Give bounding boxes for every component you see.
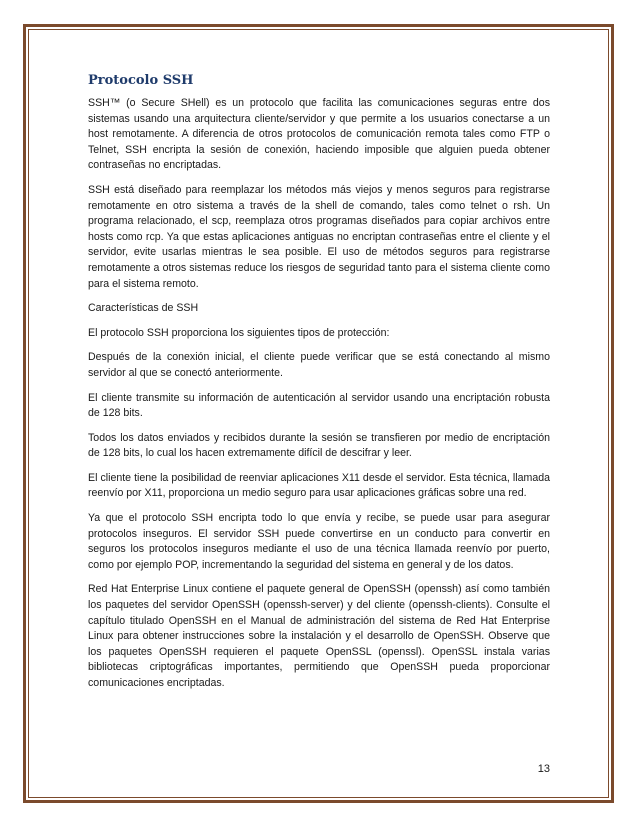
paragraph-purpose: SSH está diseñado para reemplazar los métodos más viejos y menos seguros para registrarse remotamente en otro sistema a través de la shell de comando, tales como telnet o rsh. Un programa relacionado, el scp, reemplaza otros programas diseñados para copiar archivos entre hosts como rcp. Ya que estas aplicaciones antiguas no encriptan contraseñas entre el cliente y el servidor, evite usarlas mientras le sea posible. El uso de métodos seguros para registrarse remotamente a otros sistemas reduce los riesgos de seguridad tanto para el sistema cliente como para el sistema remoto.: [88, 183, 550, 290]
paragraph-protection-intro: El protocolo SSH proporciona los siguientes tipos de protección:: [88, 326, 390, 339]
paragraph-port-forwarding: Ya que el protocolo SSH encripta todo lo que envía y recibe, se puede usar para asegurar protocolos inseguros. El servidor SSH puede convertirse en un conducto para convertir en seguros los protocolos inseguros mediante el uso de una técnica llamada reenvío por puerto, como por ejemplo POP, incrementando la seguridad del sistema en general y de los datos.: [88, 512, 550, 571]
paragraph-openssh-packages: Red Hat Enterprise Linux contiene el paquete general de OpenSSH (openssh) así como también los paquetes del servidor OpenSSH (openssh-server) y del cliente (openssh-clients). Consulte el capítulo titulado OpenSSH en el Manual de administración del sistema de Red Hat Enterprise Linux para obtener instrucciones sobre la instalación y el desarrollo de OpenSSH. Observe que los paquetes OpenSSH requieren el paquete OpenSSL (openssl). OpenSSL instala varias bibliotecas criptográficas importantes, permitiendo que OpenSSH pueda proporcionar comunicaciones encriptadas.: [88, 583, 550, 689]
section-heading-features: Características de SSH: [88, 302, 199, 315]
paragraph-encryption: Todos los datos enviados y recibidos durante la sesión se transfieren por medio de encriptación de 128 bits, lo cual los hacen extremamente difícil de descifrar y leer.: [88, 431, 550, 460]
paragraph-authentication: El cliente transmite su información de autenticación al servidor usando una encriptación robusta de 128 bits.: [88, 391, 550, 420]
page-number: 13: [537, 763, 550, 775]
paragraph-intro: SSH™ (o Secure SHell) es un protocolo que facilita las comunicaciones seguras entre dos sistemas usando una arquitectura cliente/servidor y que permite a los usuarios conectarse a un host remotamente. A diferencia de otros protocolos de comunicación remota tales como FTP o Telnet, SSH encripta la sesión de conexión, haciendo imposible que alguien pueda obtener contraseñas no encriptadas.: [88, 97, 550, 172]
paragraph-x11: El cliente tiene la posibilidad de reenviar aplicaciones X11 desde el servidor. Esta técnica, llamada reenvío por X11, proporciona un medio seguro para usar aplicaciones gráficas sobre una red.: [88, 471, 550, 500]
paragraph-verification: Después de la conexión inicial, el cliente puede verificar que se está conectando al mismo servidor al que se conectó anteriormente.: [88, 351, 550, 379]
document-title: Protocolo SSH: [88, 73, 194, 88]
document-body: [88, 72, 550, 701]
